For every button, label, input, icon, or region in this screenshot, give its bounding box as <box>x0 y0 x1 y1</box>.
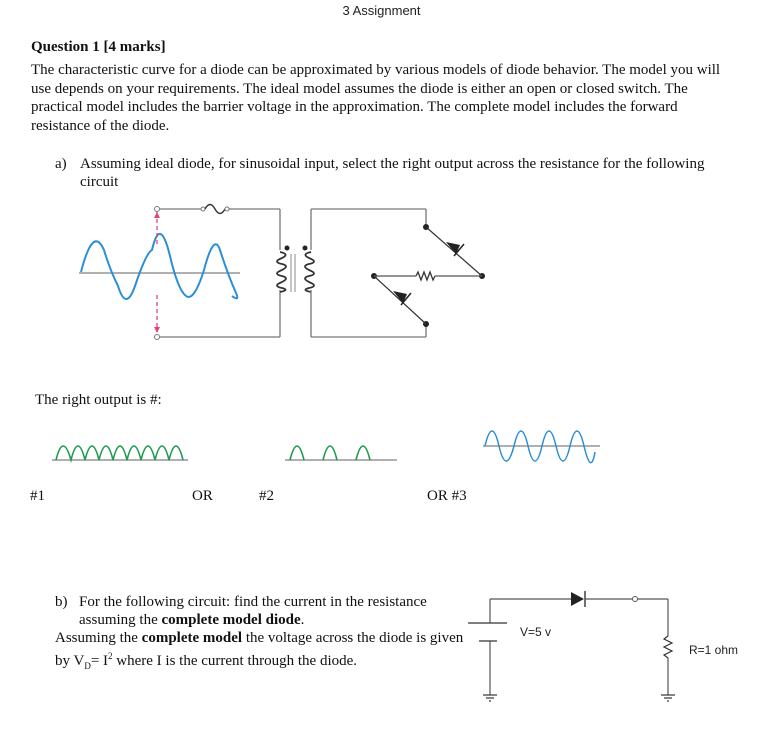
ground-icon-right <box>661 695 675 701</box>
or-separator-1: OR <box>192 488 213 504</box>
right-output-prompt: The right output is #: <box>35 392 162 408</box>
diode-icon <box>571 591 585 607</box>
page-header-title: 3 Assignment <box>342 3 421 18</box>
option-3-waveform[interactable] <box>483 432 603 472</box>
resistor-icon <box>416 272 435 280</box>
option-2-waveform[interactable] <box>285 440 400 470</box>
part-a-text: Assuming ideal diode, for sinusoidal input, select the right output across the resistance for the following circuit <box>80 156 705 190</box>
question-title: Question 1 [4 marks] <box>31 39 166 55</box>
option-2-label: #2 <box>259 488 274 504</box>
ground-icon-left <box>483 695 497 701</box>
part-b-label: b) <box>55 594 68 610</box>
resistor-icon <box>664 636 672 658</box>
part-b-assumption: Assuming the complete model the voltage across the diode is given by $V_D= I^2$ where I is the current through the diode. <box>55 630 464 671</box>
diode-upper-icon <box>446 242 464 256</box>
fuse-icon <box>201 205 229 214</box>
battery-icon <box>468 623 507 641</box>
part-a-label: a) <box>55 156 67 172</box>
resistance-label: R=1 ohm <box>689 643 739 657</box>
input-sine-wave <box>79 234 240 299</box>
source-voltage-label: V=5 v <box>520 625 552 639</box>
question-intro: The characteristic curve for a diode can be approximated by various models of diode behavior. The model you will use depends on your requirements. The ideal model assumes the diode is either an open or closed switch. The practical model includes the barrier voltage in the approximation. The complete model includes the forward resistance of the diode. <box>31 62 721 134</box>
part-b-text: For the following circuit: find the current in the resistance assuming the complete model diode. <box>79 594 427 628</box>
option-1-waveform[interactable] <box>52 438 192 468</box>
option-1-label: #1 <box>30 488 45 504</box>
diode-lower-icon <box>393 291 411 305</box>
option-3-label: OR #3 <box>427 488 467 504</box>
transformer-icon <box>277 246 314 293</box>
